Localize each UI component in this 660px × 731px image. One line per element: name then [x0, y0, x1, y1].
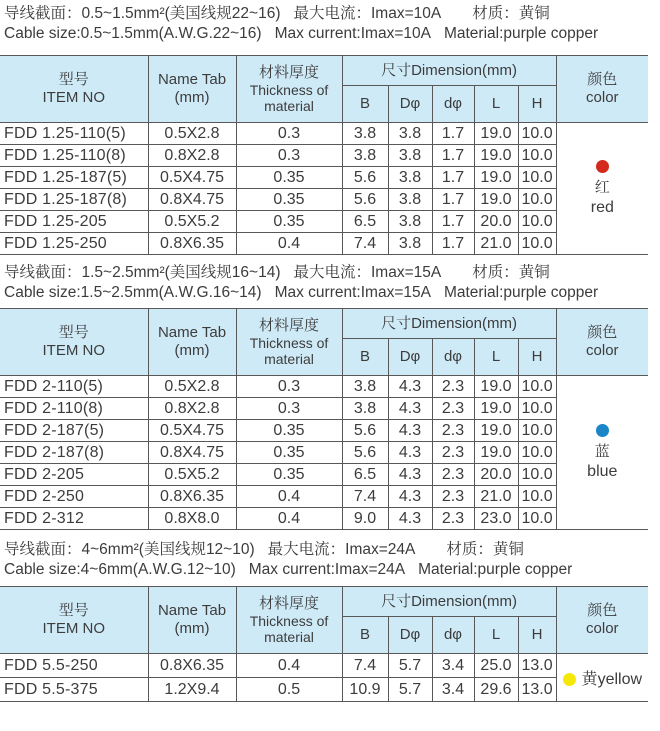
spec-table-2	[0, 308, 648, 530]
max-current-zh: 最大电流：Imax=10A	[293, 5, 442, 22]
color-cell	[556, 654, 648, 702]
value-cell: 2.3	[432, 442, 474, 464]
value-cell: 2.3	[432, 464, 474, 486]
color-name-zh: 红	[594, 179, 610, 196]
table-row	[0, 678, 648, 702]
col-header-item-no	[0, 309, 148, 376]
value-cell: 19.0	[474, 123, 518, 145]
col-header-name-tab	[148, 56, 236, 123]
value-cell: 10.0	[518, 442, 556, 464]
thickness-label-zh: 材料厚度	[258, 317, 319, 334]
value-cell: 9.0	[342, 508, 388, 530]
value-cell: 19.0	[474, 420, 518, 442]
value-cell: 0.3	[236, 398, 342, 420]
value-cell: 0.3	[236, 376, 342, 398]
section3-intro-en	[4, 560, 660, 580]
value-cell: 10.0	[518, 145, 556, 167]
cable-size-zh: 导线截面：4~6mm²(美国线规12~10)	[4, 541, 255, 558]
color-name-zh: 黄	[581, 671, 598, 688]
material-zh: 材质：黄铜	[446, 541, 524, 558]
item-no-cell: FDD 2-110(5)	[0, 376, 148, 398]
value-cell: 0.8X4.75	[148, 189, 236, 211]
item-no-cell: FDD 1.25-250	[0, 233, 148, 255]
table1-header	[0, 56, 648, 123]
catalog-page	[0, 4, 660, 731]
col-header-item-no	[0, 56, 148, 123]
max-current-en: Max current:Imax=10A	[274, 25, 431, 42]
table-row	[0, 167, 648, 189]
value-cell: 4.3	[388, 508, 432, 530]
value-cell: 2.3	[432, 376, 474, 398]
value-cell: 19.0	[474, 189, 518, 211]
thickness-label-en2: material	[264, 629, 314, 645]
value-cell: 0.5X4.75	[148, 420, 236, 442]
item-no-cell: FDD 2-250	[0, 486, 148, 508]
col-header-l: L	[474, 617, 518, 654]
col-header-dimension: 尺寸Dimension(mm)	[342, 309, 556, 339]
col-header-h: H	[518, 339, 556, 376]
value-cell: 5.6	[342, 420, 388, 442]
max-current-en: Max current:Imax=15A	[274, 284, 431, 301]
color-cell	[556, 123, 648, 255]
value-cell: 0.8X6.35	[148, 654, 236, 678]
value-cell: 10.0	[518, 486, 556, 508]
section1-intro	[4, 4, 660, 44]
cable-size-zh: 导线截面：0.5~1.5mm²(美国线规22~16)	[4, 5, 281, 22]
value-cell: 13.0	[518, 678, 556, 702]
value-cell: 0.8X6.35	[148, 486, 236, 508]
color-name-en: yellow	[597, 671, 643, 688]
cable-size-en: Cable size:4~6mm(A.W.G.12~10)	[4, 561, 236, 578]
item-no-label-zh: 型号	[58, 602, 89, 619]
spec-table-1	[0, 55, 648, 255]
value-cell: 0.35	[236, 167, 342, 189]
value-cell: 0.35	[236, 464, 342, 486]
col-header-color	[556, 56, 648, 123]
col-header-b: B	[342, 339, 388, 376]
item-no-cell: FDD 1.25-205	[0, 211, 148, 233]
value-cell: 10.0	[518, 376, 556, 398]
table-row	[0, 398, 648, 420]
value-cell: 3.8	[388, 211, 432, 233]
value-cell: 19.0	[474, 442, 518, 464]
table-row	[0, 123, 648, 145]
section3-intro	[4, 540, 660, 580]
value-cell: 2.3	[432, 486, 474, 508]
table1-body	[0, 123, 648, 255]
value-cell: 3.8	[342, 398, 388, 420]
value-cell: 20.0	[474, 211, 518, 233]
value-cell: 3.4	[432, 654, 474, 678]
name-tab-unit: (mm)	[174, 89, 210, 106]
value-cell: 4.3	[388, 398, 432, 420]
value-cell: 0.35	[236, 442, 342, 464]
material-zh: 材质：黄铜	[472, 5, 550, 22]
value-cell: 19.0	[474, 398, 518, 420]
color-label-en: color	[586, 89, 619, 106]
item-no-cell: FDD 1.25-187(8)	[0, 189, 148, 211]
red-dot-icon	[596, 160, 609, 173]
value-cell: 13.0	[518, 654, 556, 678]
table-row	[0, 486, 648, 508]
value-cell: 0.5X2.8	[148, 376, 236, 398]
value-cell: 10.9	[342, 678, 388, 702]
value-cell: 0.35	[236, 189, 342, 211]
value-cell: 10.0	[518, 508, 556, 530]
value-cell: 5.7	[388, 654, 432, 678]
value-cell: 1.2X9.4	[148, 678, 236, 702]
value-cell: 0.8X2.8	[148, 145, 236, 167]
table-row	[0, 211, 648, 233]
value-cell: 10.0	[518, 189, 556, 211]
value-cell: 3.8	[342, 123, 388, 145]
blue-dot-icon	[596, 424, 609, 437]
col-header-thickness	[236, 56, 342, 123]
col-header-b: B	[342, 86, 388, 123]
item-no-cell: FDD 2-110(8)	[0, 398, 148, 420]
col-header-h: H	[518, 617, 556, 654]
value-cell: 10.0	[518, 420, 556, 442]
table-row	[0, 420, 648, 442]
value-cell: 4.3	[388, 486, 432, 508]
color-label-en: color	[586, 620, 619, 637]
value-cell: 10.0	[518, 233, 556, 255]
spec-table-3	[0, 586, 648, 702]
value-cell: 0.8X4.75	[148, 442, 236, 464]
thickness-label-zh: 材料厚度	[258, 595, 319, 612]
value-cell: 2.3	[432, 508, 474, 530]
value-cell: 2.3	[432, 398, 474, 420]
value-cell: 1.7	[432, 233, 474, 255]
value-cell: 1.7	[432, 189, 474, 211]
material-en: Material:purple copper	[418, 561, 573, 578]
value-cell: 7.4	[342, 486, 388, 508]
value-cell: 0.3	[236, 145, 342, 167]
item-no-cell: FDD 5.5-375	[0, 678, 148, 702]
value-cell: 0.5X5.2	[148, 211, 236, 233]
value-cell: 3.8	[388, 123, 432, 145]
value-cell: 19.0	[474, 376, 518, 398]
col-header-thickness	[236, 587, 342, 654]
col-header-d-phi: Dφ	[388, 339, 432, 376]
value-cell: 0.35	[236, 211, 342, 233]
thickness-label-en2: material	[264, 98, 314, 114]
value-cell: 3.8	[342, 376, 388, 398]
col-header-color	[556, 309, 648, 376]
value-cell: 0.5X5.2	[148, 464, 236, 486]
value-cell: 4.3	[388, 442, 432, 464]
value-cell: 4.3	[388, 464, 432, 486]
value-cell: 4.3	[388, 420, 432, 442]
cable-size-en: Cable size:1.5~2.5mm(A.W.G.16~14)	[4, 284, 262, 301]
section2-intro	[4, 263, 660, 303]
table-row	[0, 654, 648, 678]
material-en: Material:purple copper	[443, 25, 599, 42]
value-cell: 10.0	[518, 211, 556, 233]
col-header-b: B	[342, 617, 388, 654]
value-cell: 6.5	[342, 464, 388, 486]
col-header-dimension: 尺寸Dimension(mm)	[342, 56, 556, 86]
name-tab-label: Name Tab	[157, 602, 227, 619]
cable-size-en: Cable size:0.5~1.5mm(A.W.G.22~16)	[4, 25, 262, 42]
table-row	[0, 376, 648, 398]
color-label-zh: 颜色	[587, 71, 618, 88]
col-header-l: L	[474, 339, 518, 376]
max-current-zh: 最大电流：Imax=24A	[267, 541, 416, 558]
value-cell: 23.0	[474, 508, 518, 530]
color-label-en: color	[586, 342, 619, 359]
col-header-d-phi: Dφ	[388, 617, 432, 654]
item-no-label-zh: 型号	[58, 71, 89, 88]
value-cell: 21.0	[474, 233, 518, 255]
value-cell: 1.7	[432, 211, 474, 233]
col-header-dimension: 尺寸Dimension(mm)	[342, 587, 556, 617]
name-tab-unit: (mm)	[174, 342, 210, 359]
item-no-label-zh: 型号	[58, 324, 89, 341]
thickness-label-en1: Thickness of	[249, 82, 329, 98]
max-current-zh: 最大电流：Imax=15A	[293, 264, 442, 281]
value-cell: 1.7	[432, 123, 474, 145]
col-header-d-phi: Dφ	[388, 86, 432, 123]
table-row	[0, 508, 648, 530]
item-no-label-en: ITEM NO	[42, 342, 105, 359]
table2-header	[0, 309, 648, 376]
material-en: Material:purple copper	[443, 284, 599, 301]
value-cell: 5.6	[342, 167, 388, 189]
section1-intro-en	[4, 24, 660, 44]
col-header-d-small-phi: dφ	[432, 86, 474, 123]
value-cell: 19.0	[474, 145, 518, 167]
thickness-label-en1: Thickness of	[249, 613, 329, 629]
value-cell: 4.3	[388, 376, 432, 398]
value-cell: 6.5	[342, 211, 388, 233]
value-cell: 10.0	[518, 398, 556, 420]
col-header-thickness	[236, 309, 342, 376]
thickness-label-zh: 材料厚度	[258, 64, 319, 81]
value-cell: 10.0	[518, 123, 556, 145]
item-no-cell: FDD 1.25-110(8)	[0, 145, 148, 167]
value-cell: 3.8	[388, 167, 432, 189]
value-cell: 0.3	[236, 123, 342, 145]
color-name-en: red	[590, 199, 614, 216]
item-no-cell: FDD 5.5-250	[0, 654, 148, 678]
section1-intro-zh	[4, 4, 660, 24]
col-header-d-small-phi: dφ	[432, 339, 474, 376]
value-cell: 7.4	[342, 233, 388, 255]
item-no-cell: FDD 2-205	[0, 464, 148, 486]
table3-header	[0, 587, 648, 654]
value-cell: 21.0	[474, 486, 518, 508]
color-name-en: blue	[587, 463, 618, 480]
color-name-zh: 蓝	[594, 443, 610, 460]
value-cell: 29.6	[474, 678, 518, 702]
value-cell: 1.7	[432, 145, 474, 167]
name-tab-label: Name Tab	[157, 324, 227, 341]
value-cell: 5.7	[388, 678, 432, 702]
value-cell: 1.7	[432, 167, 474, 189]
col-header-item-no	[0, 587, 148, 654]
col-header-name-tab	[148, 309, 236, 376]
max-current-en: Max current:Imax=24A	[248, 561, 406, 578]
section2-intro-zh	[4, 263, 660, 283]
item-no-label-en: ITEM NO	[42, 89, 105, 106]
col-header-h: H	[518, 86, 556, 123]
value-cell: 0.4	[236, 486, 342, 508]
value-cell: 0.8X2.8	[148, 398, 236, 420]
table-row	[0, 442, 648, 464]
table-row	[0, 189, 648, 211]
value-cell: 19.0	[474, 167, 518, 189]
col-header-l: L	[474, 86, 518, 123]
color-label-zh: 颜色	[587, 602, 618, 619]
value-cell: 0.4	[236, 508, 342, 530]
value-cell: 10.0	[518, 167, 556, 189]
cable-size-zh: 导线截面：1.5~2.5mm²(美国线规16~14)	[4, 264, 281, 281]
item-no-cell: FDD 2-187(5)	[0, 420, 148, 442]
thickness-label-en2: material	[264, 351, 314, 367]
col-header-d-small-phi: dφ	[432, 617, 474, 654]
item-no-cell: FDD 1.25-110(5)	[0, 123, 148, 145]
value-cell: 7.4	[342, 654, 388, 678]
value-cell: 0.5X2.8	[148, 123, 236, 145]
yellow-dot-icon	[563, 673, 576, 686]
table-row	[0, 464, 648, 486]
material-zh: 材质：黄铜	[472, 264, 550, 281]
value-cell: 3.8	[388, 145, 432, 167]
bottom-divider-line	[0, 718, 660, 721]
color-label-zh: 颜色	[587, 324, 618, 341]
value-cell: 25.0	[474, 654, 518, 678]
item-no-cell: FDD 2-312	[0, 508, 148, 530]
table-row	[0, 145, 648, 167]
value-cell: 0.4	[236, 233, 342, 255]
name-tab-unit: (mm)	[174, 620, 210, 637]
thickness-label-en1: Thickness of	[249, 335, 329, 351]
col-header-name-tab	[148, 587, 236, 654]
name-tab-label: Name Tab	[157, 71, 227, 88]
item-no-cell: FDD 2-187(8)	[0, 442, 148, 464]
value-cell: 10.0	[518, 464, 556, 486]
table2-body	[0, 376, 648, 530]
item-no-cell: FDD 1.25-187(5)	[0, 167, 148, 189]
value-cell: 3.8	[388, 233, 432, 255]
value-cell: 0.8X6.35	[148, 233, 236, 255]
item-no-label-en: ITEM NO	[42, 620, 105, 637]
table3-body	[0, 654, 648, 702]
value-cell: 2.3	[432, 420, 474, 442]
value-cell: 5.6	[342, 189, 388, 211]
value-cell: 0.35	[236, 420, 342, 442]
value-cell: 0.4	[236, 654, 342, 678]
col-header-color	[556, 587, 648, 654]
value-cell: 3.4	[432, 678, 474, 702]
color-cell	[556, 376, 648, 530]
value-cell: 0.5X4.75	[148, 167, 236, 189]
table-row	[0, 233, 648, 255]
value-cell: 3.8	[388, 189, 432, 211]
value-cell: 0.8X8.0	[148, 508, 236, 530]
value-cell: 20.0	[474, 464, 518, 486]
value-cell: 0.5	[236, 678, 342, 702]
value-cell: 5.6	[342, 442, 388, 464]
section2-intro-en	[4, 283, 660, 303]
section3-intro-zh	[4, 540, 660, 560]
value-cell: 3.8	[342, 145, 388, 167]
